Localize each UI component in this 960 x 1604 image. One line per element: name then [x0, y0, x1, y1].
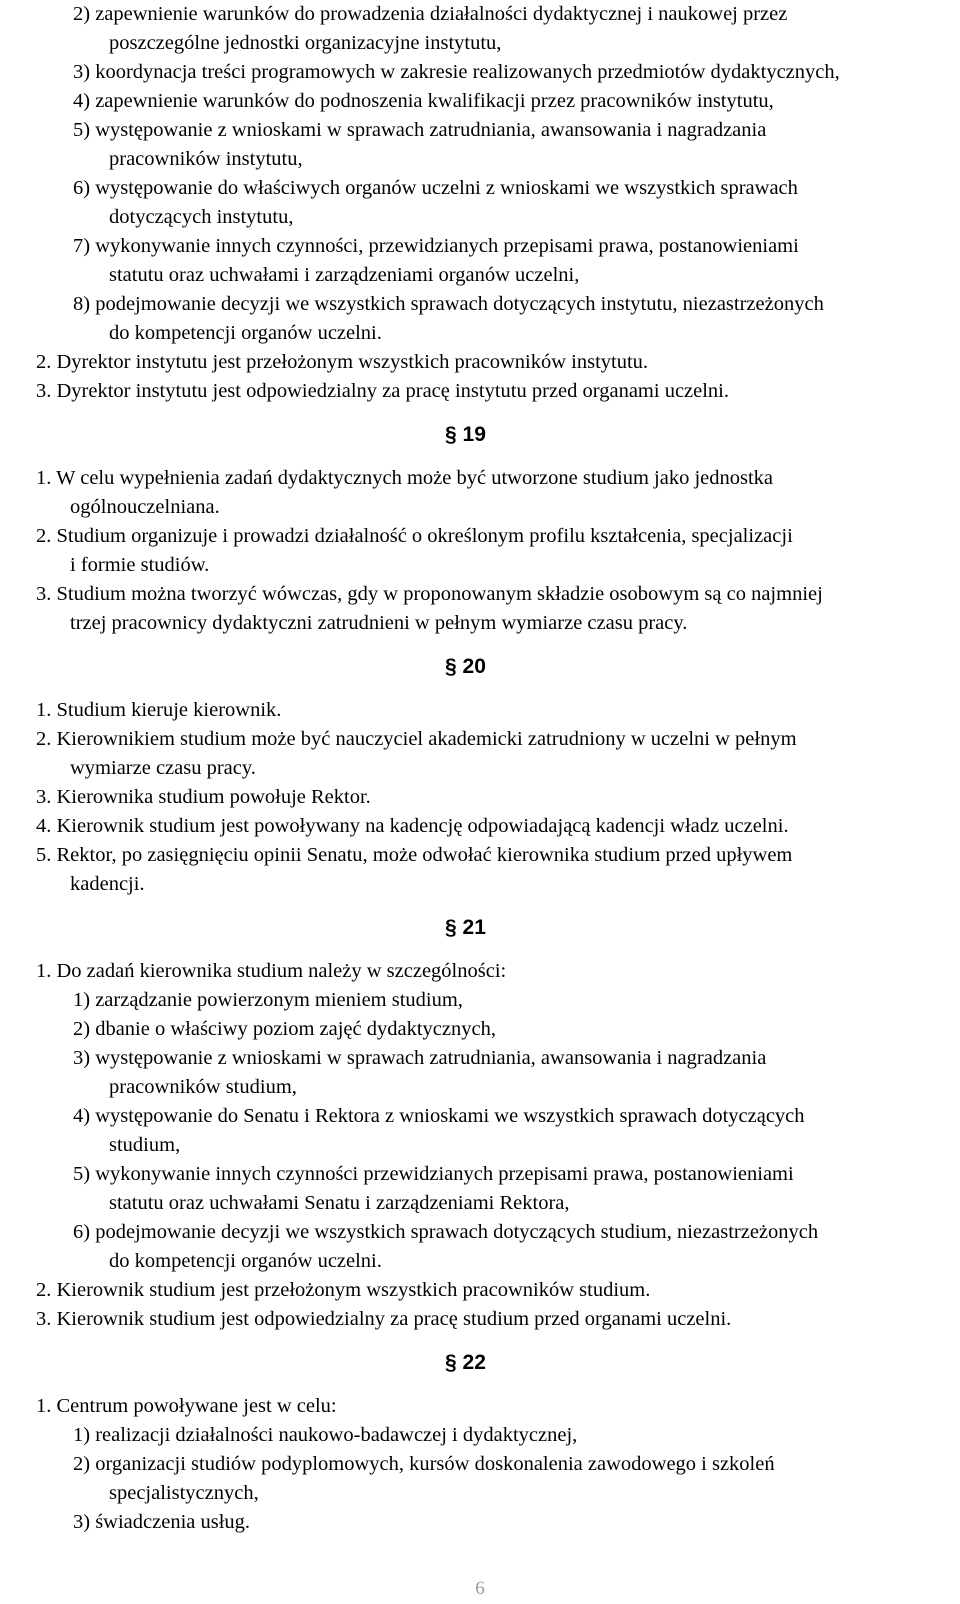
numbered-paragraph: 2. Kierownik studium jest przełożonym wszystkich pracowników studium.: [36, 1279, 651, 1301]
section-heading-19: § 19: [445, 423, 486, 446]
numbered-paragraph: 2. Kierownikiem studium może być nauczyciel akademicki zatrudniony w uczelni w pełnym: [36, 728, 797, 750]
list-item-continuation: studium,: [109, 1134, 181, 1156]
list-item-continuation: poszczególne jednostki organizacyjne instytutu,: [109, 32, 502, 54]
section-heading-22: § 22: [445, 1351, 486, 1374]
list-item: 2) organizacji studiów podyplomowych, kursów doskonalenia zawodowego i szkoleń: [73, 1453, 775, 1475]
paragraph-group-21: [36, 957, 940, 1334]
list-item-continuation: specjalistycznych,: [109, 1482, 259, 1504]
list-item: 5) wykonywanie innych czynności przewidzianych przepisami prawa, postanowieniami: [73, 1163, 794, 1185]
list-item-continuation: statutu oraz uchwałami Senatu i zarządzeniami Rektora,: [109, 1192, 570, 1214]
list-item: 4) zapewnienie warunków do podnoszenia kwalifikacji przez pracowników instytutu,: [73, 90, 774, 112]
paragraph-continuation: trzej pracownicy dydaktyczni zatrudnieni w pełnym wymiarze czasu pracy.: [70, 612, 688, 634]
paragraph-group-19: [36, 464, 940, 638]
list-item: 8) podejmowanie decyzji we wszystkich sprawach dotyczących instytutu, niezastrzeżonych: [73, 293, 824, 315]
list-item: 2) zapewnienie warunków do prowadzenia działalności dydaktycznej i naukowej przez: [73, 3, 788, 25]
paragraph-group-22: [36, 1392, 940, 1537]
list-item: 2) dbanie o właściwy poziom zajęć dydaktycznych,: [73, 1018, 496, 1040]
numbered-paragraph: 3. Kierownika studium powołuje Rektor.: [36, 786, 371, 808]
paragraph-continuation: i formie studiów.: [70, 554, 210, 576]
list-item-continuation: dotyczących instytutu,: [109, 206, 294, 228]
list-item: 7) wykonywanie innych czynności, przewidzianych przepisami prawa, postanowieniami: [73, 235, 799, 257]
list-item-continuation: do kompetencji organów uczelni.: [109, 1250, 382, 1272]
numbered-paragraph: 2. Studium organizuje i prowadzi działalność o określonym profilu kształcenia, specjalizacji: [36, 525, 793, 547]
section-heading-20: § 20: [445, 655, 486, 678]
numbered-paragraph: 1. Studium kieruje kierownik.: [36, 699, 282, 721]
list-item: 4) występowanie do Senatu i Rektora z wnioskami we wszystkich sprawach dotyczących: [73, 1105, 805, 1127]
paragraph-group-20: [36, 696, 940, 899]
numbered-paragraph: 3. Kierownik studium jest odpowiedzialny za pracę studium przed organami uczelni.: [36, 1308, 732, 1330]
numbered-paragraph: 1. W celu wypełnienia zadań dydaktycznych może być utworzone studium jako jednostka: [36, 467, 774, 489]
section-heading-21: § 21: [445, 916, 486, 939]
numbered-paragraph: 1. Do zadań kierownika studium należy w szczególności:: [36, 960, 507, 982]
numbered-paragraph: 5. Rektor, po zasięgnięciu opinii Senatu, może odwołać kierownika studium przed upływem: [36, 844, 793, 866]
document-body: [36, 0, 940, 1537]
numbered-paragraph: 3. Studium można tworzyć wówczas, gdy w proponowanym składzie osobowym są co najmniej: [36, 583, 823, 605]
paragraph-group-continuation: [36, 0, 940, 406]
list-item-continuation: statutu oraz uchwałami i zarządzeniami organów uczelni,: [109, 264, 580, 286]
list-item: 6) występowanie do właściwych organów uczelni z wnioskami we wszystkich sprawach: [73, 177, 798, 199]
list-item: 5) występowanie z wnioskami w sprawach zatrudniania, awansowania i nagradzania: [73, 119, 767, 141]
list-item-continuation: pracowników studium,: [109, 1076, 297, 1098]
paragraph-continuation: wymiarze czasu pracy.: [70, 757, 256, 779]
list-item: 3) występowanie z wnioskami w sprawach zatrudniania, awansowania i nagradzania: [73, 1047, 767, 1069]
paragraph-continuation: kadencji.: [70, 873, 145, 895]
list-item: 6) podejmowanie decyzji we wszystkich sprawach dotyczących studium, niezastrzeżonych: [73, 1221, 819, 1243]
list-item-continuation: pracowników instytutu,: [109, 148, 303, 170]
numbered-paragraph: 2. Dyrektor instytutu jest przełożonym wszystkich pracowników instytutu.: [36, 351, 649, 373]
list-item: 1) zarządzanie powierzonym mieniem studium,: [73, 989, 463, 1011]
list-item: 3) koordynacja treści programowych w zakresie realizowanych przedmiotów dydaktycznych,: [73, 61, 840, 83]
list-item-continuation: do kompetencji organów uczelni.: [109, 322, 382, 344]
list-item: 1) realizacji działalności naukowo-badawczej i dydaktycznej,: [73, 1424, 578, 1446]
list-item: 3) świadczenia usług.: [73, 1511, 251, 1533]
paragraph-continuation: ogólnouczelniana.: [70, 496, 220, 518]
numbered-paragraph: 4. Kierownik studium jest powoływany na kadencję odpowiadającą kadencji władz uczelni.: [36, 815, 789, 837]
page-number: 6: [475, 1578, 485, 1599]
numbered-paragraph: 3. Dyrektor instytutu jest odpowiedzialny za pracę instytutu przed organami uczelni.: [36, 380, 730, 402]
numbered-paragraph: 1. Centrum powoływane jest w celu:: [36, 1395, 337, 1417]
